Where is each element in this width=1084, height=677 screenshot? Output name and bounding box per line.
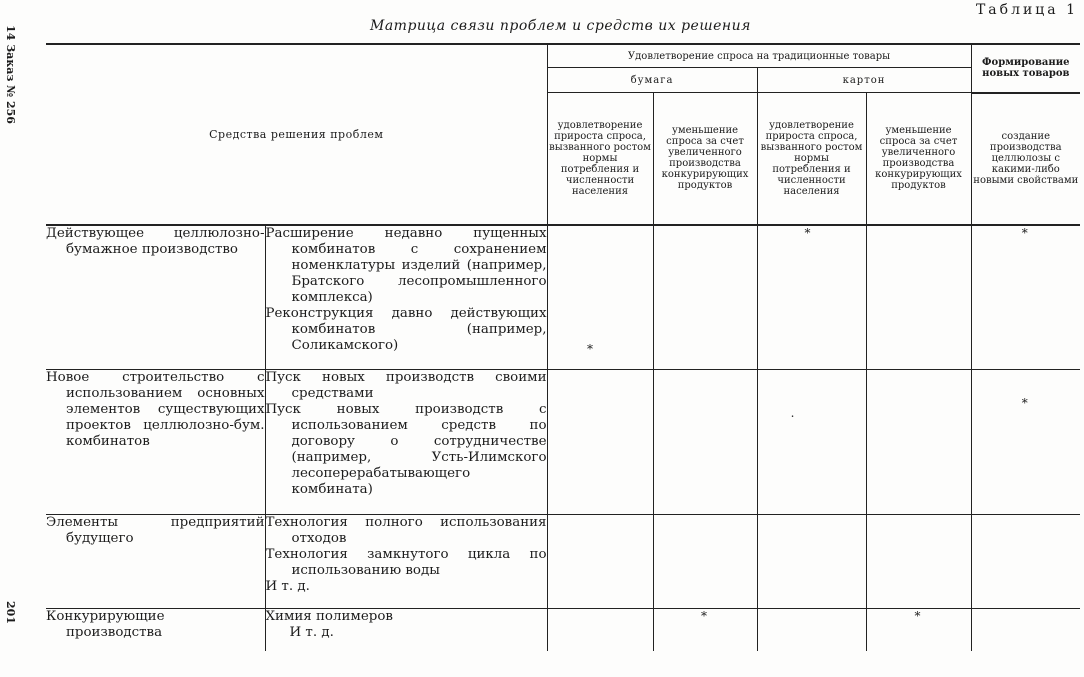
table-row (46, 609, 1080, 651)
row-means (265, 515, 547, 609)
mark-cell (547, 370, 653, 515)
means-item: И т. д. (265, 579, 310, 594)
row-means (265, 609, 547, 651)
mark: * (1021, 225, 1028, 240)
mark: * (1021, 396, 1028, 410)
means-item: И т. д. (289, 625, 334, 640)
mark-cell (866, 515, 971, 609)
mark-cell (757, 515, 866, 609)
row-means (265, 370, 547, 515)
row-category-text: Новое строительство с использованием основных элементов существующих проектов целлюлозно-бум. комбинатов (46, 370, 265, 449)
mark-cell (547, 225, 653, 370)
header-paper: бумага (547, 68, 757, 93)
header-cardboard-decline: уменьшение спроса за счет увеличенного производства конкурирующих продуктов (866, 93, 971, 225)
margin-note (1, 4, 19, 144)
table-row (46, 515, 1080, 609)
means-item: Реконструкция давно действующих комбинатов (например, Соликамского) (265, 305, 547, 353)
mark: * (914, 609, 921, 623)
mark-cell (866, 370, 971, 515)
mark-cell (757, 370, 866, 515)
mark: * (587, 341, 594, 356)
header-paper-growth: удовлетворение прироста спроса, вызванного ростом нормы потребления и численности населения (547, 93, 653, 225)
row-category-text: Действующее целлюлозно-бумажное производство (46, 225, 265, 257)
row-category (46, 370, 265, 515)
means-item: Технология замкнутого цикла по использованию воды (265, 547, 547, 578)
row-category (46, 515, 265, 609)
mark-cell (653, 225, 757, 370)
header-cardboard: картон (757, 68, 971, 93)
mark-cell (757, 609, 866, 651)
mark-cell (971, 609, 1080, 651)
mark: * (701, 609, 708, 623)
row-category-text: Элементы предприятий будущего (46, 515, 265, 546)
mark-cell (757, 225, 866, 370)
mark-cell (971, 370, 1080, 515)
row-category-text: Конкурирующие производства (46, 609, 165, 640)
row-means (265, 225, 547, 370)
header-group-traditional: Удовлетворение спроса на традиционные товары (547, 44, 971, 68)
header-corner: Средства решения проблем (46, 44, 547, 225)
page-number-text: 201 (3, 600, 17, 624)
mark-cell (866, 225, 971, 370)
header-new-cellulose: создание производства целлюлозы с какими-либо новыми свойствами (971, 93, 1080, 225)
mark-cell (547, 609, 653, 651)
means-item: Технология полного использования отходов (265, 515, 547, 546)
table-caption: Матрица связи проблем и средств их решения (370, 18, 751, 34)
mark-cell (547, 515, 653, 609)
mark-cell (866, 609, 971, 651)
table-row (46, 370, 1080, 515)
mark: * (804, 225, 811, 240)
mark-cell (971, 515, 1080, 609)
mark: . (790, 406, 795, 420)
page-number (1, 592, 19, 632)
mark-cell (653, 515, 757, 609)
means-item: Расширение недавно пущенных комбинатов с сохранением номенклатуры изделий (например, Братского лесопромышленного комплекса) (265, 225, 547, 305)
row-category (46, 225, 265, 370)
problem-means-matrix (46, 43, 1080, 651)
table-row (46, 225, 1080, 370)
mark-cell (653, 609, 757, 651)
means-item: Пуск новых производств своими средствами (265, 370, 547, 401)
table-number: Таблица 1 (975, 2, 1078, 18)
mark-cell (971, 225, 1080, 370)
means-item: Химия полимеров (265, 609, 393, 624)
means-item: Пуск новых производств с использованием средств по договору о сотрудничестве (например, Усть-Илимского лесоперерабатывающего комбината) (265, 402, 547, 497)
row-category (46, 609, 265, 651)
mark-cell (653, 370, 757, 515)
header-group-new: Формирование новых товаров (971, 44, 1080, 93)
margin-note-text: 14 Заказ № 256 (3, 24, 17, 124)
header-cardboard-growth: удовлетворение прироста спроса, вызванного ростом нормы потребления и численности населения (757, 93, 866, 225)
header-paper-decline: уменьшение спроса за счет увеличенного производства конкурирующих продуктов (653, 93, 757, 225)
